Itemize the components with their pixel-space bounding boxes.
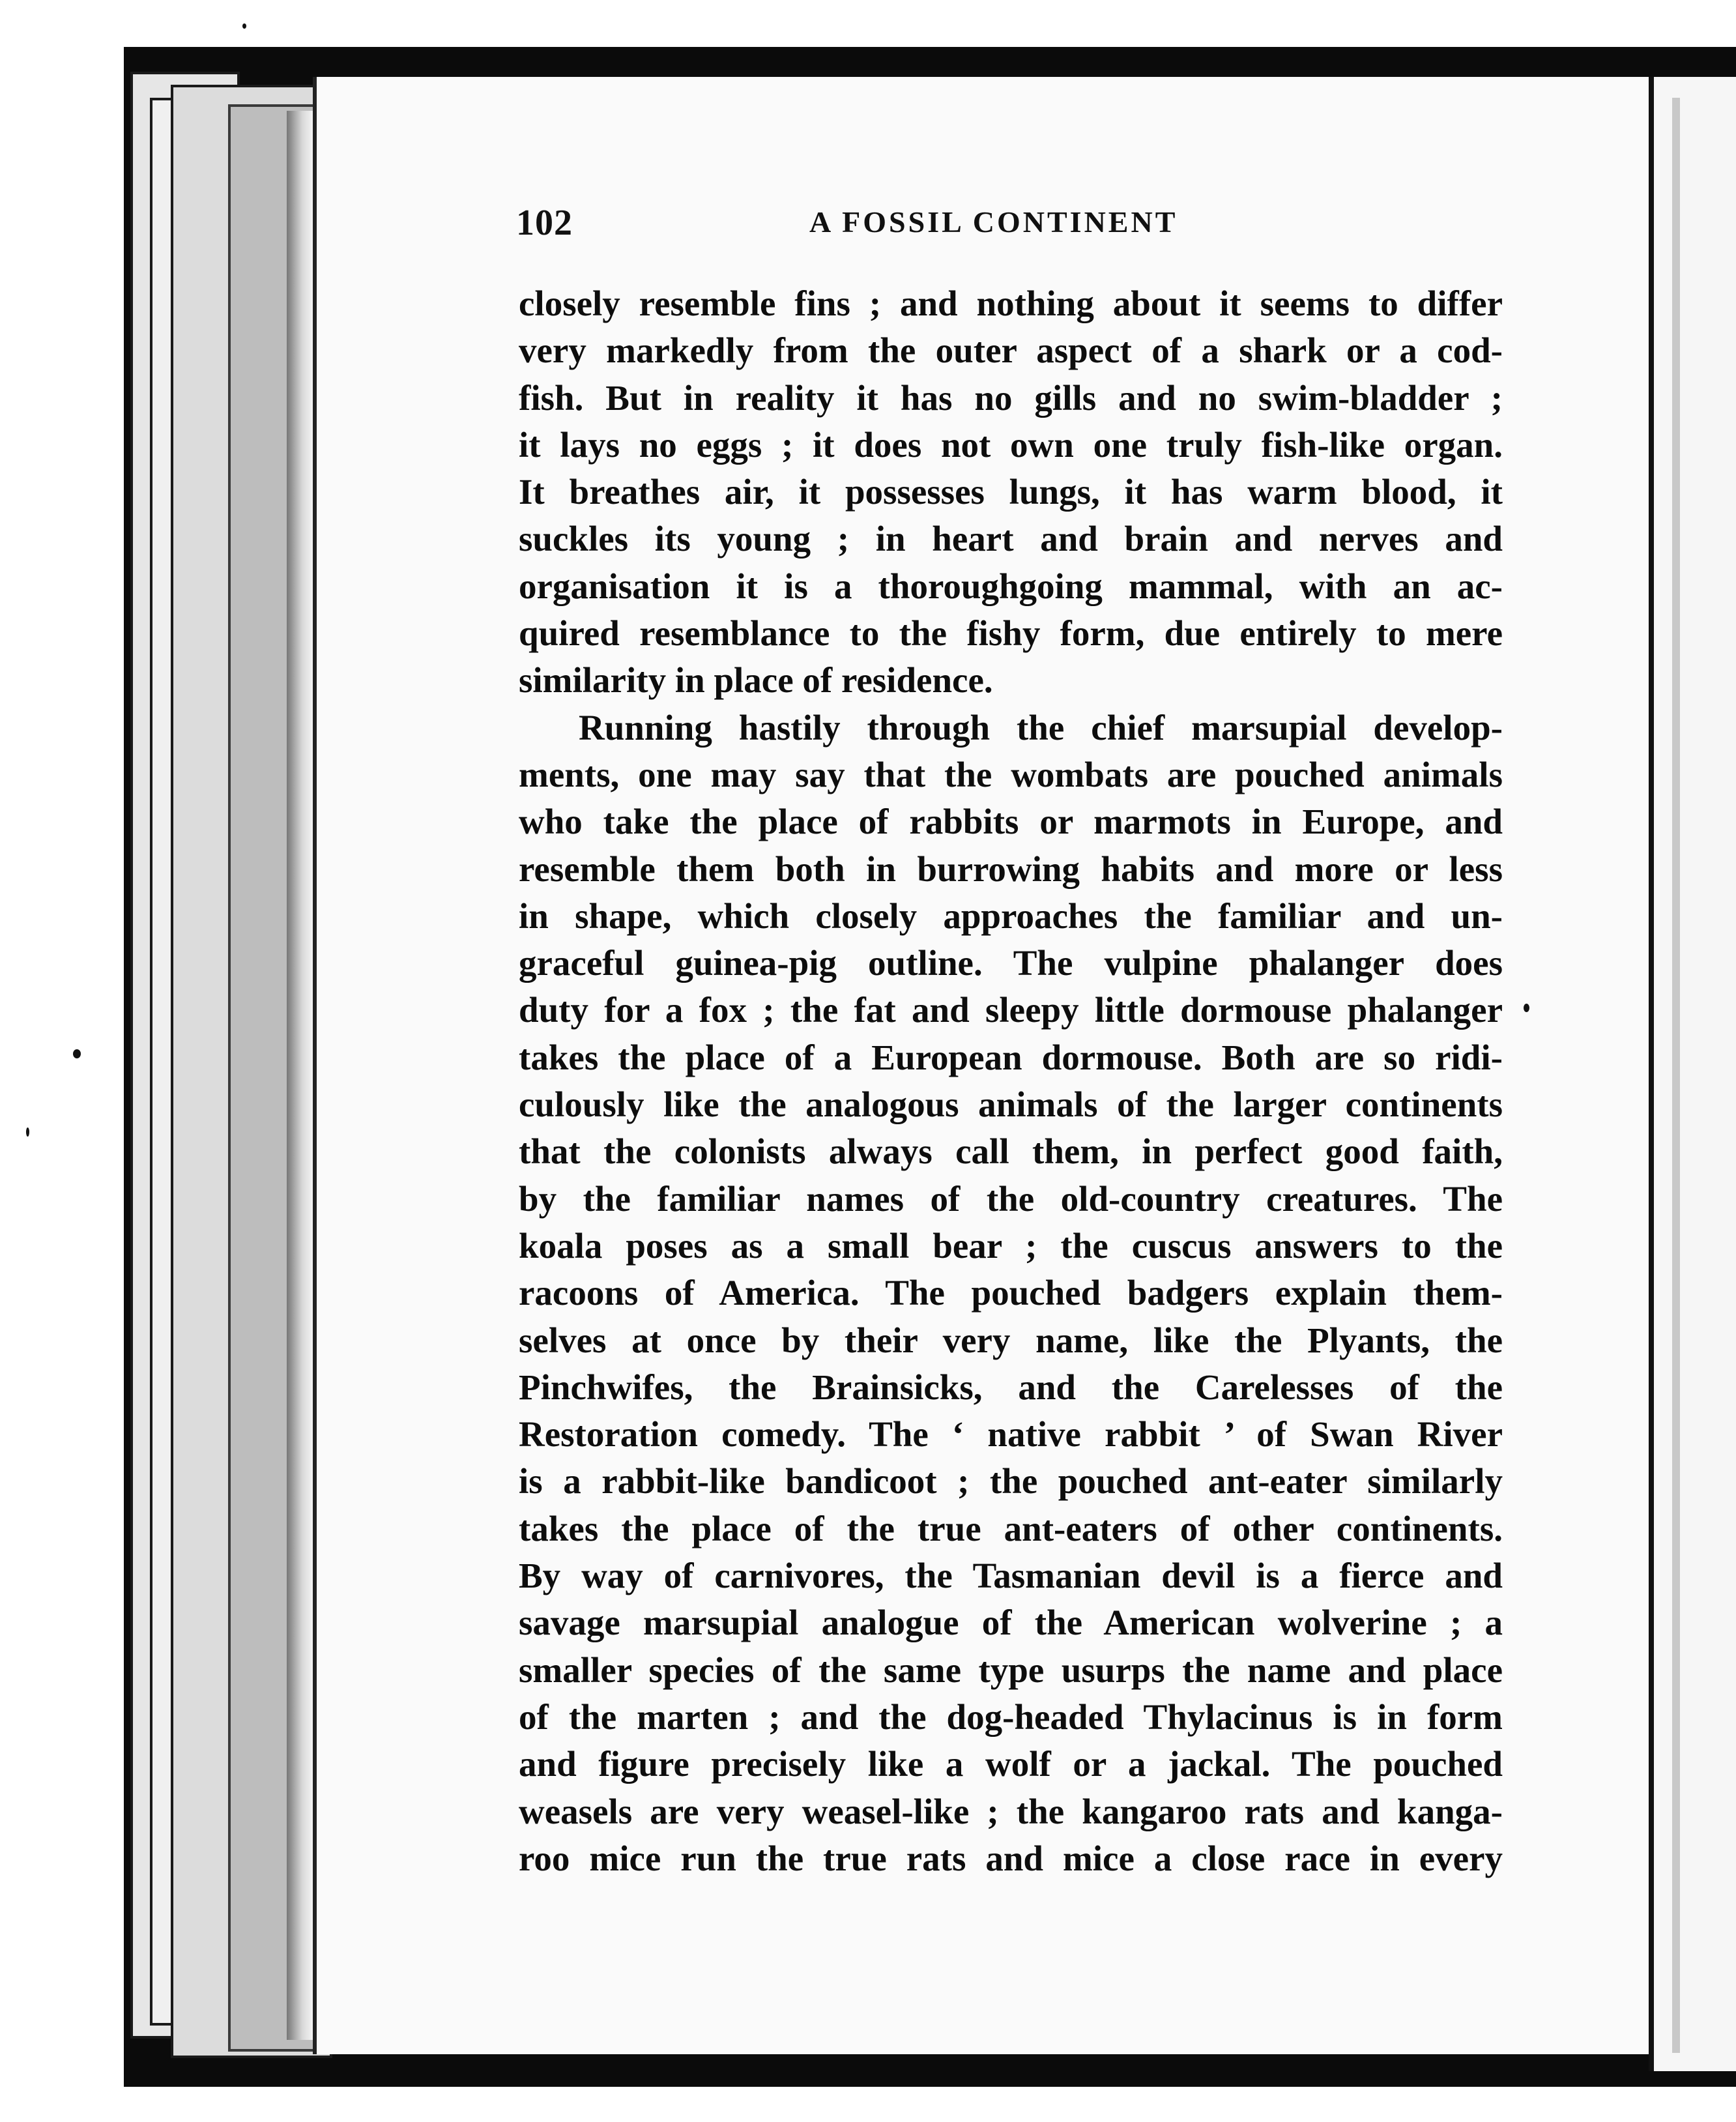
text-line: takes the place of the true ant-eaters of other continents.	[519, 1508, 1503, 1548]
text-line: By way of carnivores, the Tasmanian devil is a fierce and	[519, 1556, 1503, 1596]
text-line: Restoration comedy. The ‘ native rabbit ’ of Swan River	[519, 1414, 1503, 1455]
text-line: Pinchwifes, the Brainsicks, and the Carelesses of the	[519, 1367, 1503, 1407]
text-line: Running hastily through the chief marsupial develop-	[579, 707, 1503, 748]
text-line: of the marten ; and the dog-headed Thylacinus is in form	[519, 1696, 1503, 1737]
text-line: who take the place of rabbits or marmots in Europe, and	[519, 802, 1503, 842]
text-line: It breathes air, it possesses lungs, it has warm blood, it	[519, 472, 1503, 512]
text-line: is a rabbit-like bandicoot ; the pouched ant-eater similarly	[519, 1461, 1503, 1502]
text-line: in shape, which closely approaches the familiar and un-	[519, 895, 1503, 936]
scan-speck	[73, 1049, 81, 1058]
scan-speck	[1524, 1004, 1529, 1012]
text-line: and figure precisely like a wolf or a jackal. The pouched	[519, 1744, 1503, 1784]
text-line: resemble them both in burrowing habits and more or less	[519, 849, 1503, 889]
text-line: roo mice run the true rats and mice a close race in every	[519, 1838, 1503, 1878]
running-head	[516, 196, 1533, 254]
running-title: A FOSSIL CONTINENT	[809, 205, 1178, 239]
paragraph	[519, 705, 1503, 1882]
text-line: graceful guinea-pig outline. The vulpine phalanger does	[519, 943, 1503, 983]
scan-speck	[242, 23, 246, 29]
text-line: closely resemble fins ; and nothing about it seems to differ	[519, 283, 1503, 323]
text-line: similarity in place of residence.	[519, 660, 993, 701]
text-line: racoons of America. The pouched badgers explain them-	[519, 1273, 1503, 1313]
page-number: 102	[516, 203, 573, 243]
facing-page-edge	[1649, 77, 1736, 2071]
body-text	[519, 280, 1503, 1882]
text-line: culously like the analogous animals of the larger continents	[519, 1084, 1503, 1125]
text-line: savage marsupial analogue of the American wolverine ; a	[519, 1603, 1503, 1643]
paragraph	[519, 280, 1503, 705]
scan-speck	[26, 1127, 29, 1137]
text-line: very markedly from the outer aspect of a shark or a cod-	[519, 330, 1503, 371]
book-gutter	[287, 111, 313, 2040]
text-line: that the colonists always call them, in perfect good faith,	[519, 1131, 1503, 1172]
text-line: koala poses as a small bear ; the cuscus answers to the	[519, 1225, 1503, 1266]
text-line: it lays no eggs ; it does not own one truly fish-like organ.	[519, 424, 1503, 465]
text-line: weasels are very weasel-like ; the kangaroo rats and kanga-	[519, 1791, 1503, 1831]
text-line: suckles its young ; in heart and brain and nerves and	[519, 519, 1503, 559]
facing-page-shadow	[1672, 98, 1680, 2053]
text-line: organisation it is a thoroughgoing mammal, with an ac-	[519, 566, 1503, 606]
text-line: selves at once by their very name, like the Plyants, the	[519, 1320, 1503, 1360]
text-line: ments, one may say that the wombats are pouched animals	[519, 754, 1503, 794]
text-line: duty for a fox ; the fat and sleepy little dormouse phalanger	[519, 990, 1503, 1030]
text-line: quired resemblance to the fishy form, due entirely to mere	[519, 613, 1503, 654]
text-line: takes the place of a European dormouse. Both are so ridi-	[519, 1037, 1503, 1077]
text-line: by the familiar names of the old-country creatures. The	[519, 1178, 1503, 1219]
text-line: fish. But in reality it has no gills and no swim-bladder ;	[519, 377, 1503, 418]
text-line: smaller species of the same type usurps the name and place	[519, 1650, 1503, 1690]
